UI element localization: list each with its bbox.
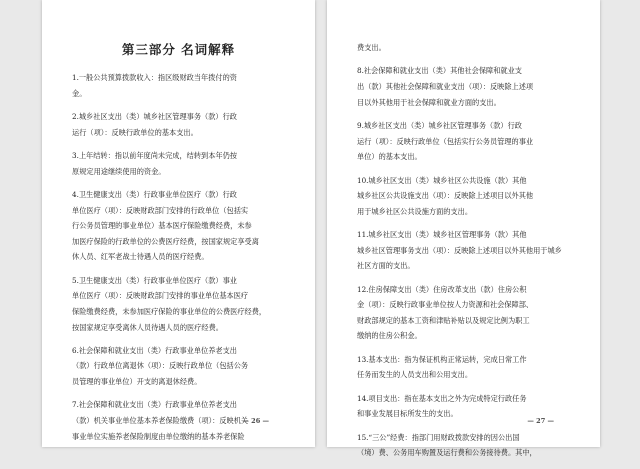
paragraph-12: 12.住房保障支出（类）住房改革支出（款）住房公积 金（项）：反映行政事业单位按人力资源和社会保障部、 财政部规定的基本工资和津贴补贴以及规定比例为职工 缴纳的住房公积金。 bbox=[357, 284, 534, 341]
document-page-left bbox=[42, 0, 315, 447]
paragraph-6: 6.社会保障和就业支出（类）行政事业单位养老支出 （款）行政单位离退休（项）：反映行政单位（包括公务 员管理的事业单位）开支的离退休经费。 bbox=[72, 345, 249, 387]
paragraph-4: 4.卫生健康支出（类）行政事业单位医疗（款）行政 单位医疗（项）：反映财政部门安排的行政单位（包括实 行公务员管理的事业单位）基本医疗保险缴费经费，未参 加医疗保险的行政单位的公费医疗经费，按国家规定享受离 休人员、红军老战士待遇人员的医疗经费。 bbox=[72, 189, 259, 262]
document-page-right bbox=[327, 0, 600, 458]
page-content bbox=[357, 40, 574, 469]
paragraph-5: 5.卫生健康支出（类）行政事业单位医疗（款）事业 单位医疗（项）：反映财政部门安排的事业单位基本医疗 保险缴费经费，未参加医疗保险的事业单位的公费医疗经费， 按国家规定享受离休人员待遇人员的医疗经费。 bbox=[72, 275, 267, 332]
paragraph-2: 2.城乡社区支出（类）城乡社区管理事务（款）行政 运行（项）：反映行政单位的基本支出。 bbox=[72, 111, 237, 137]
paragraph-9: 9.城乡社区支出（类）城乡社区管理事务（款）行政 运行（项）：反映行政单位（包括实行公务员管理的事业 单位）的基本支出。 bbox=[357, 120, 534, 162]
paragraph-7: 7.社会保障和就业支出（类）行政事业单位养老支出 （款）机关事业单位基本养老保险缴费（项）：反映机关 事业单位实施养老保险制度由单位缴纳的基本养老保险 bbox=[72, 400, 249, 441]
page-title: 第三部分 名词解释 bbox=[121, 42, 236, 57]
paragraph-13: 13.基本支出：指为保证机构正常运转，完成日常工作 任务而发生的人员支出和公用支出。 bbox=[357, 354, 527, 380]
paragraph-8: 8.社会保障和就业支出（类）其他社会保障和就业支 出（款）其他社会保障和就业支出（项）：反映除上述项 目以外其他用于社会保障和就业方面的支出。 bbox=[357, 66, 534, 107]
paragraph-11: 11.城乡社区支出（类）城乡社区管理事务（款）其他 城乡社区管理事务支出（项）：反映除上述项目以外其他用于城乡 社区方面的支出。 bbox=[357, 230, 562, 271]
paragraph-14: 14.项目支出：指在基本支出之外为完成特定行政任务 和事业发展目标所发生的支出。 bbox=[357, 393, 527, 419]
page-content bbox=[72, 70, 289, 452]
paragraph-15: 15.“三公”经费：指部门用财政拨款安排的因公出国 （境）费、公务用车购置及运行费和公务接待费。其中， bbox=[357, 432, 537, 458]
paragraph-1: 1.一般公共预算拨款收入：指区级财政当年拨付的资 金。 bbox=[72, 73, 237, 98]
page-number: — 26 — bbox=[242, 417, 269, 425]
paragraph-3: 3.上年结转：指以前年度尚未完成，结转到本年仍按 原规定用途继续使用的资金。 bbox=[72, 150, 237, 176]
paragraph-continued: 费支出。 bbox=[357, 43, 386, 52]
page-number: — 27 — bbox=[527, 417, 554, 425]
paragraph-10: 10.城乡社区支出（类）城乡社区公共设施（款）其他 城乡社区公共设施支出（项）：反映除上述项目以外其他 用于城乡社区公共设施方面的支出。 bbox=[357, 175, 534, 216]
